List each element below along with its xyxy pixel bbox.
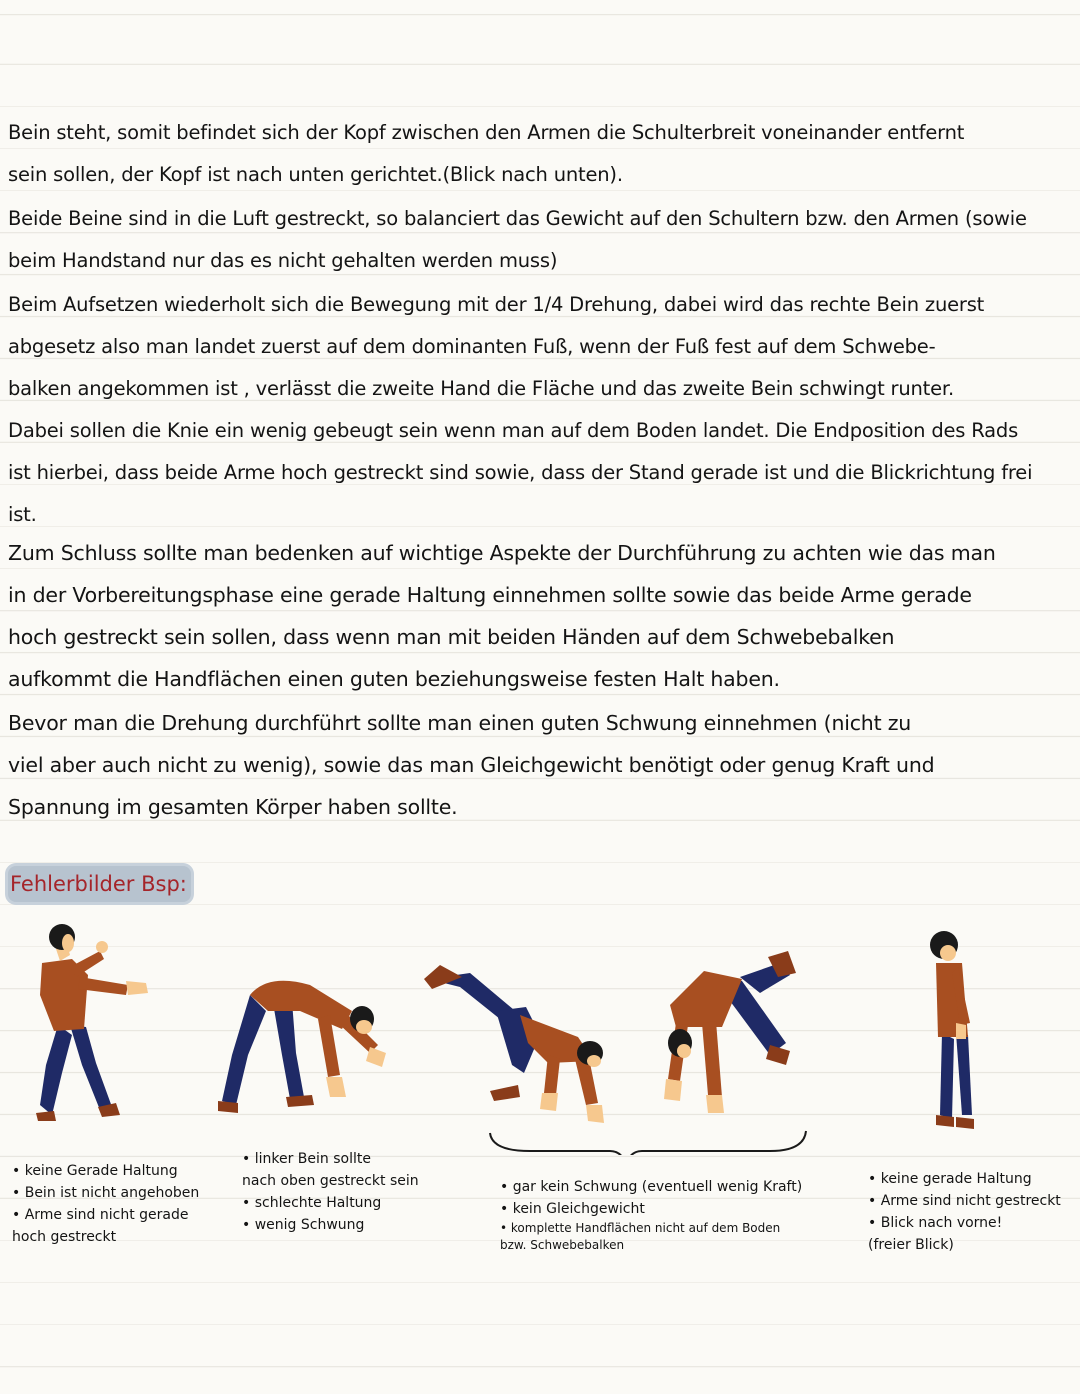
paragraph-2 [8,198,1072,282]
figure-standing-upright [930,931,974,1129]
text-line: ist. [8,503,37,526]
note-item: • keine Gerade Haltung [12,1163,178,1179]
text-line: Beim Aufsetzen wiederholt sich die Bewegung mit der 1/4 Drehung, dabei wird das rechte Bein zuerst [8,293,985,316]
text-line: Bevor man die Drehung durchführt sollte man einen guten Schwung einnehmen (nicht zu [8,711,912,735]
text-line: in der Vorbereitungsphase eine gerade Haltung einnehmen sollte sowie das beide Arme gerade [8,583,972,607]
paragraph-3 [8,284,1072,536]
note-item: nach oben gestreckt sein [242,1173,419,1189]
note-item: • linker Bein sollte [242,1151,371,1167]
figure-hands-down [664,951,796,1113]
figure-bent-forward [218,981,386,1113]
text-line: Zum Schluss sollte man bedenken auf wichtige Aspekte der Durchführung zu achten wie das man [8,541,996,565]
note-figure-1 [12,1160,199,1248]
text-line: Spannung im gesamten Körper haben sollte. [8,795,458,819]
figure-standing-arms-forward [36,924,148,1121]
note-item: • Blick nach vorne! [868,1215,1003,1231]
note-item: • Arme sind nicht gestreckt [868,1193,1061,1209]
text-line: balken angekommen ist , verlässt die zweite Hand die Fläche und das zweite Bein schwingt runter. [8,377,954,400]
text-line: Bein steht, somit befindet sich der Kopf zwischen den Armen die Schulterbreit voneinander entfernt [8,121,965,144]
paragraph-5 [8,702,1072,828]
paragraph-4 [8,532,1072,700]
text-line: ist hierbei, dass beide Arme hoch gestreckt sind sowie, dass der Stand gerade ist und die Blickrichtung frei [8,461,1033,484]
note-item: • Arme sind nicht gerade [12,1207,189,1223]
text-line: beim Handstand nur das es nicht gehalten werden muss) [8,249,558,272]
text-line: viel aber auch nicht zu wenig), sowie das man Gleichgewicht benötigt oder genug Kraft und [8,753,935,777]
note-item: • kein Gleichgewicht [500,1201,645,1217]
note-figure-2 [242,1148,419,1236]
note-item: • wenig Schwung [242,1217,365,1233]
grouping-brace [490,1131,806,1155]
text-line: aufkommt die Handflächen einen guten beziehungsweise festen Halt haben. [8,667,780,691]
note-item: • keine gerade Haltung [868,1171,1032,1187]
text-line: Dabei sollen die Knie ein wenig gebeugt sein wenn man auf dem Boden landet. Die Endposition des Rads [8,419,1019,442]
note-figure-5 [868,1168,1061,1256]
paragraph-1 [8,112,1072,196]
note-item: • komplette Handflächen nicht auf dem Boden [500,1221,781,1235]
text-line: hoch gestreckt sein sollen, dass wenn man mit beiden Händen auf dem Schwebebalken [8,625,895,649]
figure-kick-up [424,965,604,1123]
text-line: sein sollen, der Kopf ist nach unten gerichtet.(Blick nach unten). [8,163,623,186]
note-item: • schlechte Haltung [242,1195,382,1211]
note-item: hoch gestreckt [12,1229,117,1245]
note-item: • gar kein Schwung (eventuell wenig Kraft) [500,1179,803,1195]
note-item: • Bein ist nicht angehoben [12,1185,200,1201]
note-figure-3-4 [500,1176,802,1254]
note-item: (freier Blick) [868,1237,954,1253]
text-line: Beide Beine sind in die Luft gestreckt, so balanciert das Gewicht auf den Schultern bzw. den Armen (sowie [8,207,1027,230]
text-line: abgesetz also man landet zuerst auf dem dominanten Fuß, wenn der Fuß fest auf dem Schwebe- [8,335,936,358]
section-heading: Fehlerbilder Bsp: [8,866,191,902]
note-item: bzw. Schwebebalken [500,1238,625,1252]
error-figures-illustration [0,915,1080,1155]
